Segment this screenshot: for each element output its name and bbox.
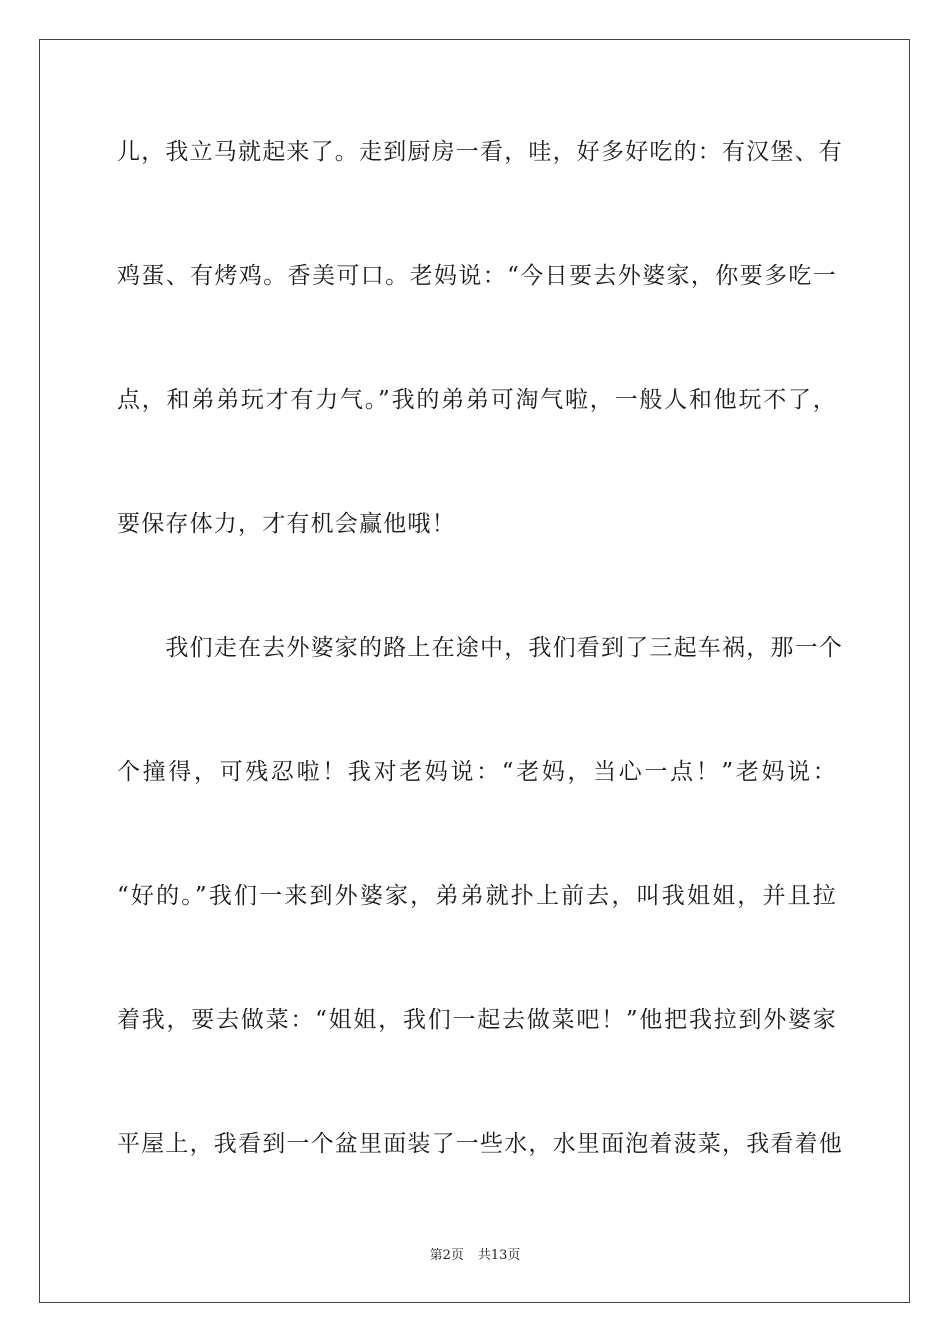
text-line-5: 我们走在去外婆家的路上在途中，我们看到了三起车祸，那一个 xyxy=(117,635,843,661)
text-line-9: 平屋上，我看到一个盆里面装了一些水，水里面泡着菠菜，我看着他 xyxy=(117,1131,843,1157)
text-line-7: “好的。”我们一来到外婆家，弟弟就扑上前去，叫我姐姐，并且拉 xyxy=(117,883,837,909)
page-footer xyxy=(0,1247,950,1265)
text-line-1: 儿，我立马就起来了。走到厨房一看，哇，好多好吃的：有汉堡、有 xyxy=(117,139,843,165)
page-total: 共13页 xyxy=(477,1248,521,1263)
text-line-3: 点，和弟弟玩才有力气。”我的弟弟可淘气啦，一般人和他玩不了， xyxy=(117,387,837,413)
text-line-4: 要保存体力，才有机会赢他哦！ xyxy=(117,511,456,537)
text-line-6: 个撞得，可残忍啦！我对老妈说：“老妈，当心一点！”老妈说： xyxy=(117,759,837,785)
page-number: 第2页 xyxy=(429,1248,464,1263)
page-frame xyxy=(39,39,910,1303)
text-line-2: 鸡蛋、有烤鸡。香美可口。老妈说：“今日要去外婆家，你要多吃一 xyxy=(117,263,837,289)
text-line-8: 着我，要去做菜：“姐姐，我们一起去做菜吧！”他把我拉到外婆家 xyxy=(117,1007,837,1033)
